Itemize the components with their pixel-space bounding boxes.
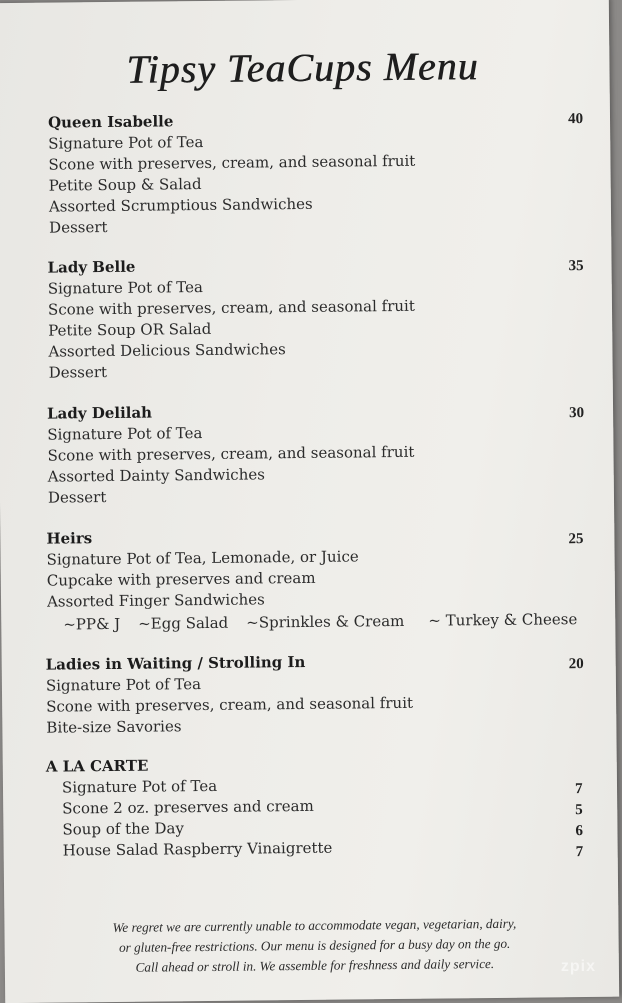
item-price: 7 <box>574 781 583 798</box>
list-item: Dessert <box>49 218 108 237</box>
list-item: Scone with preserves, cream, and seasonal fruit <box>46 693 414 716</box>
menu-title: Tipsy TeaCups Menu <box>126 43 479 92</box>
list-item: Petite Soup OR Salad <box>48 319 212 340</box>
sandwich-options <box>63 607 577 636</box>
section-title: Queen Isabelle <box>47 112 174 132</box>
list-item: Signature Pot of Tea <box>47 424 203 444</box>
sandwich-option: ~Sprinkles & Cream <box>246 611 405 632</box>
menu-section-lady-delilah <box>47 400 415 509</box>
list-item: Scone with preserves, cream, and seasonal fruit <box>47 296 415 319</box>
section-title: A LA CARTE <box>45 756 149 776</box>
notice-line: We regret we are currently unable to accommodate vegan, vegetarian, dairy, <box>112 915 517 935</box>
menu-section-ladies-in-waiting <box>46 651 414 739</box>
list-item: Signature Pot of Tea <box>45 675 202 695</box>
list-item: Assorted Dainty Sandwiches <box>47 465 265 486</box>
notice-line: or gluten-free restrictions. Our menu is designed for a busy day on the go. <box>118 935 511 955</box>
list-item: Dessert <box>47 488 107 507</box>
list-item: Dessert <box>48 363 108 382</box>
list-item: Assorted Scrumptious Sandwiches <box>48 194 313 216</box>
list-item: Scone 2 oz. preserves and cream <box>62 796 314 818</box>
item-price: 5 <box>575 802 583 819</box>
list-item: Bite-size Savories <box>46 717 182 737</box>
dietary-notice <box>44 913 585 979</box>
list-item: Assorted Delicious Sandwiches <box>48 340 286 361</box>
list-item: Signature Pot of Tea <box>48 132 204 153</box>
list-item: Petite Soup & Salad <box>48 175 202 195</box>
list-item: House Salad Raspberry Vinaigrette <box>62 838 333 860</box>
section-title: Ladies in Waiting / Strolling In <box>45 652 306 674</box>
menu-section-queen-isabelle <box>48 109 416 239</box>
item-price: 6 <box>575 823 584 840</box>
list-item: Scone with preserves, cream, and seasonal fruit <box>47 442 415 465</box>
item-price: 7 <box>575 844 584 861</box>
menu-section-a-la-carte <box>46 754 333 862</box>
menu-section-lady-belle <box>47 254 415 384</box>
sandwich-option: ~Egg Salad <box>138 613 229 633</box>
list-item: Signature Pot of Tea <box>61 776 218 797</box>
list-item: Cupcake with preserves and cream <box>46 568 316 590</box>
section-price: 30 <box>569 405 585 422</box>
sandwich-option: ~ Turkey & Cheese <box>428 610 578 630</box>
section-price: 20 <box>568 656 584 673</box>
section-price: 35 <box>568 258 584 275</box>
notice-line: Call ahead or stroll in. We assemble for freshness and daily service. <box>135 955 495 975</box>
list-item: Signature Pot of Tea <box>47 278 203 298</box>
section-price: 40 <box>567 111 584 128</box>
section-title: Lady Belle <box>47 257 136 277</box>
list-item: Scone with preserves, cream, and seasonal fruit <box>48 151 416 174</box>
list-item: Assorted Finger Sandwiches <box>46 590 265 611</box>
list-item: Soup of the Day <box>62 819 184 839</box>
menu-section-heirs <box>46 523 577 637</box>
list-item: Signature Pot of Tea, Lemonade, or Juice <box>46 547 359 569</box>
section-title: Heirs <box>46 529 93 548</box>
section-price: 25 <box>568 531 584 548</box>
section-title: Lady Delilah <box>46 403 153 423</box>
sandwich-option: ~PP& J <box>63 614 121 634</box>
watermark: zpix <box>560 958 596 975</box>
